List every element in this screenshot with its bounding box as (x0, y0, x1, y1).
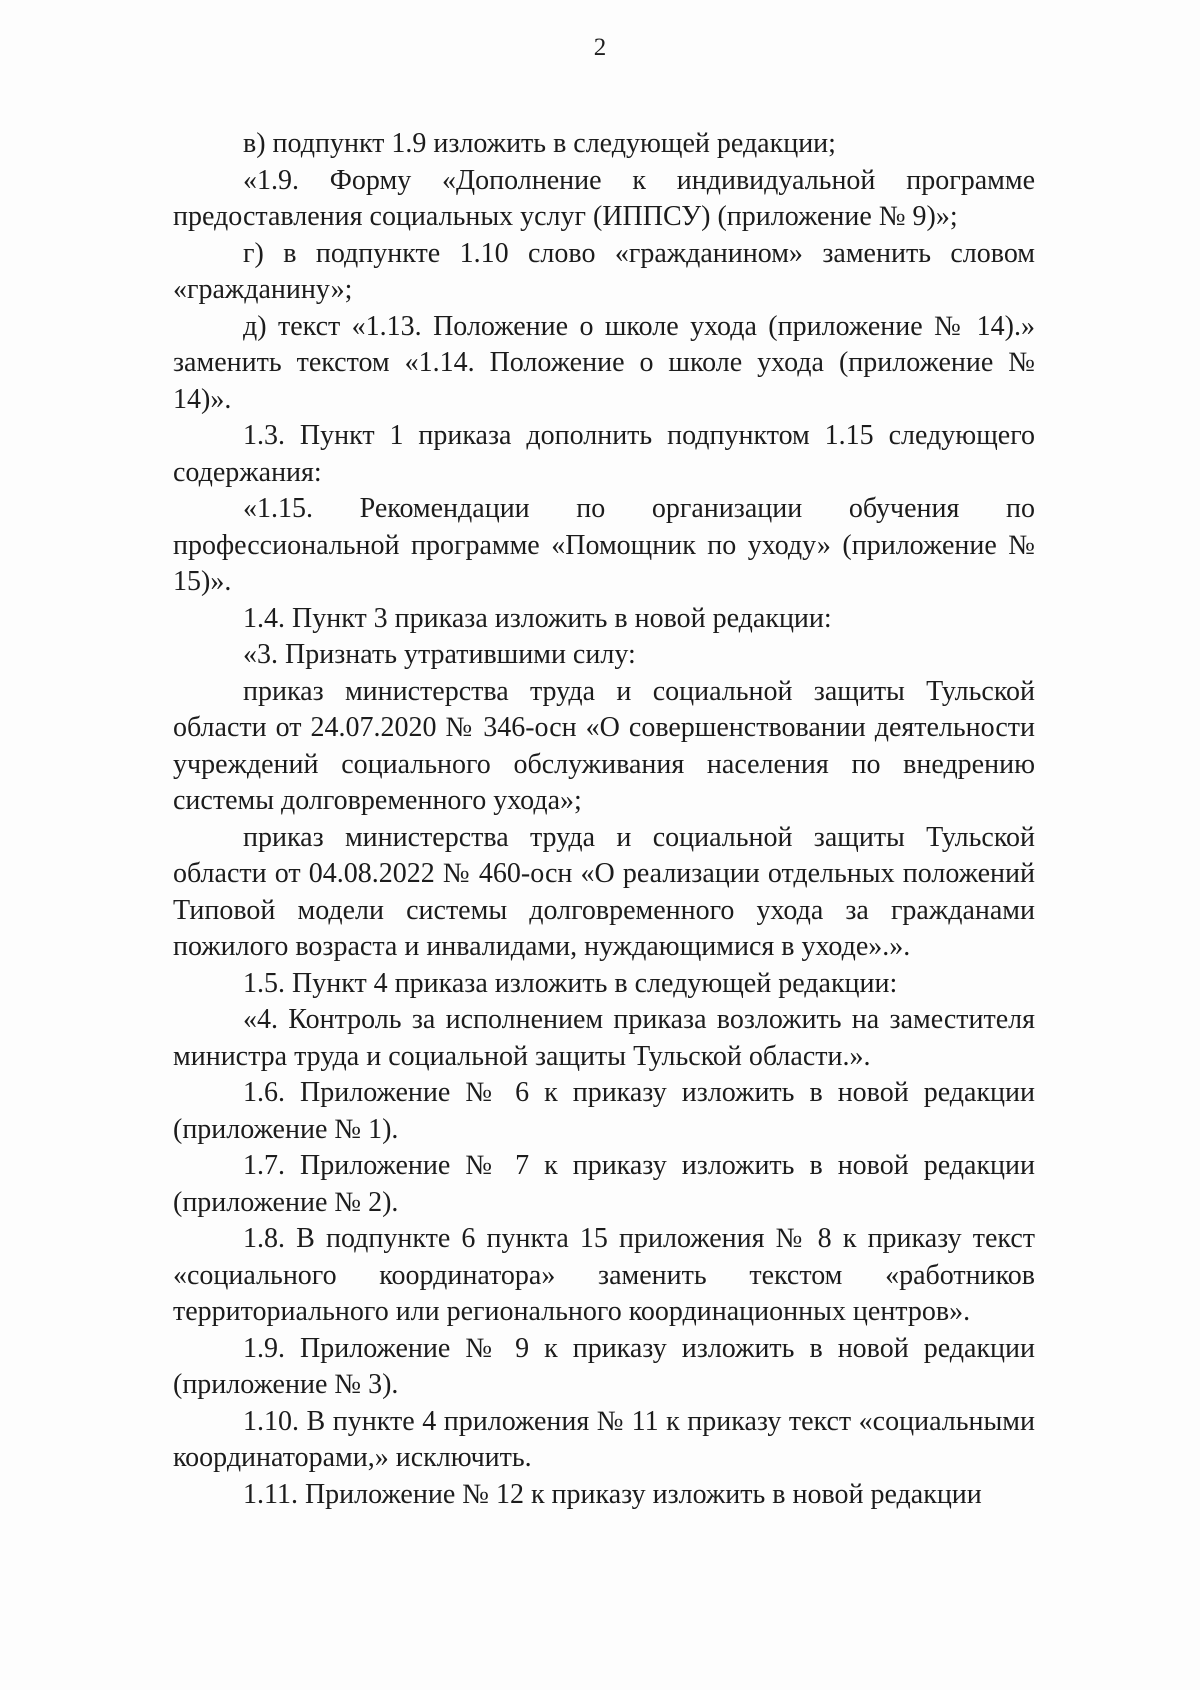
paragraph: 1.6. Приложение № 6 к приказу изложить в новой редакции (приложение № 1). (173, 1077, 1035, 1145)
document-body (173, 126, 1035, 1513)
paragraph: 1.10. В пункте 4 приложения № 11 к приказу текст «социальными координаторами,» исключить. (173, 1405, 1035, 1473)
paragraph: 1.7. Приложение № 7 к приказу изложить в новой редакции (приложение № 2). (173, 1150, 1035, 1218)
paragraph: 1.9. Приложение № 9 к приказу изложить в новой редакции (приложение № 3). (173, 1332, 1035, 1400)
paragraph: «3. Признать утратившими силу: (243, 639, 636, 670)
paragraph: в) подпункт 1.9 изложить в следующей редакции; (243, 128, 836, 159)
paragraph: «1.15. Рекомендации по организации обучения по профессиональной программе «Помощник по уходу» (приложение № 15)». (173, 493, 1035, 597)
paragraph: «4. Контроль за исполнением приказа возложить на заместителя министра труда и социальной защиты Тульской области.». (173, 1004, 1035, 1072)
paragraph: 1.4. Пункт 3 приказа изложить в новой редакции: (243, 602, 832, 634)
paragraph: 1.11. Приложение № 12 к приказу изложить в новой редакции (243, 1478, 982, 1510)
paragraph: приказ министерства труда и социальной защиты Тульской области от 24.07.2020 № 346-осн «О совершенствовании деятельности учреждений социального обслуживания населения по внедрению системы долговременного ухода»; (173, 675, 1035, 816)
paragraph: приказ министерства труда и социальной защиты Тульской области от 04.08.2022 № 460-осн «О реализации отдельных положений Типовой модели системы долговременного ухода за гражданами пожилого возраста и инвалидами, нуждающимися в уходе».». (173, 821, 1035, 962)
page-number: 2 (593, 34, 607, 61)
paragraph: 1.5. Пункт 4 приказа изложить в следующей редакции: (243, 967, 898, 999)
paragraph: 1.3. Пункт 1 приказа дополнить подпунктом 1.15 следующего содержания: (173, 420, 1035, 488)
paragraph: «1.9. Форму «Дополнение к индивидуальной программе предоставления социальных услуг (ИППСУ) (приложение № 9)»; (173, 164, 1035, 232)
paragraph: д) текст «1.13. Положение о школе ухода (приложение № 14).» заменить текстом «1.14. Положение о школе ухода (приложение № 14)». (173, 310, 1035, 415)
paragraph: г) в подпункте 1.10 слово «гражданином» заменить словом «гражданину»; (173, 237, 1035, 305)
paragraph: 1.8. В подпункте 6 пункта 15 приложения № 8 к приказу текст «социального координатора» заменить текстом «работников территориального или регионального координационных центров». (173, 1223, 1035, 1327)
